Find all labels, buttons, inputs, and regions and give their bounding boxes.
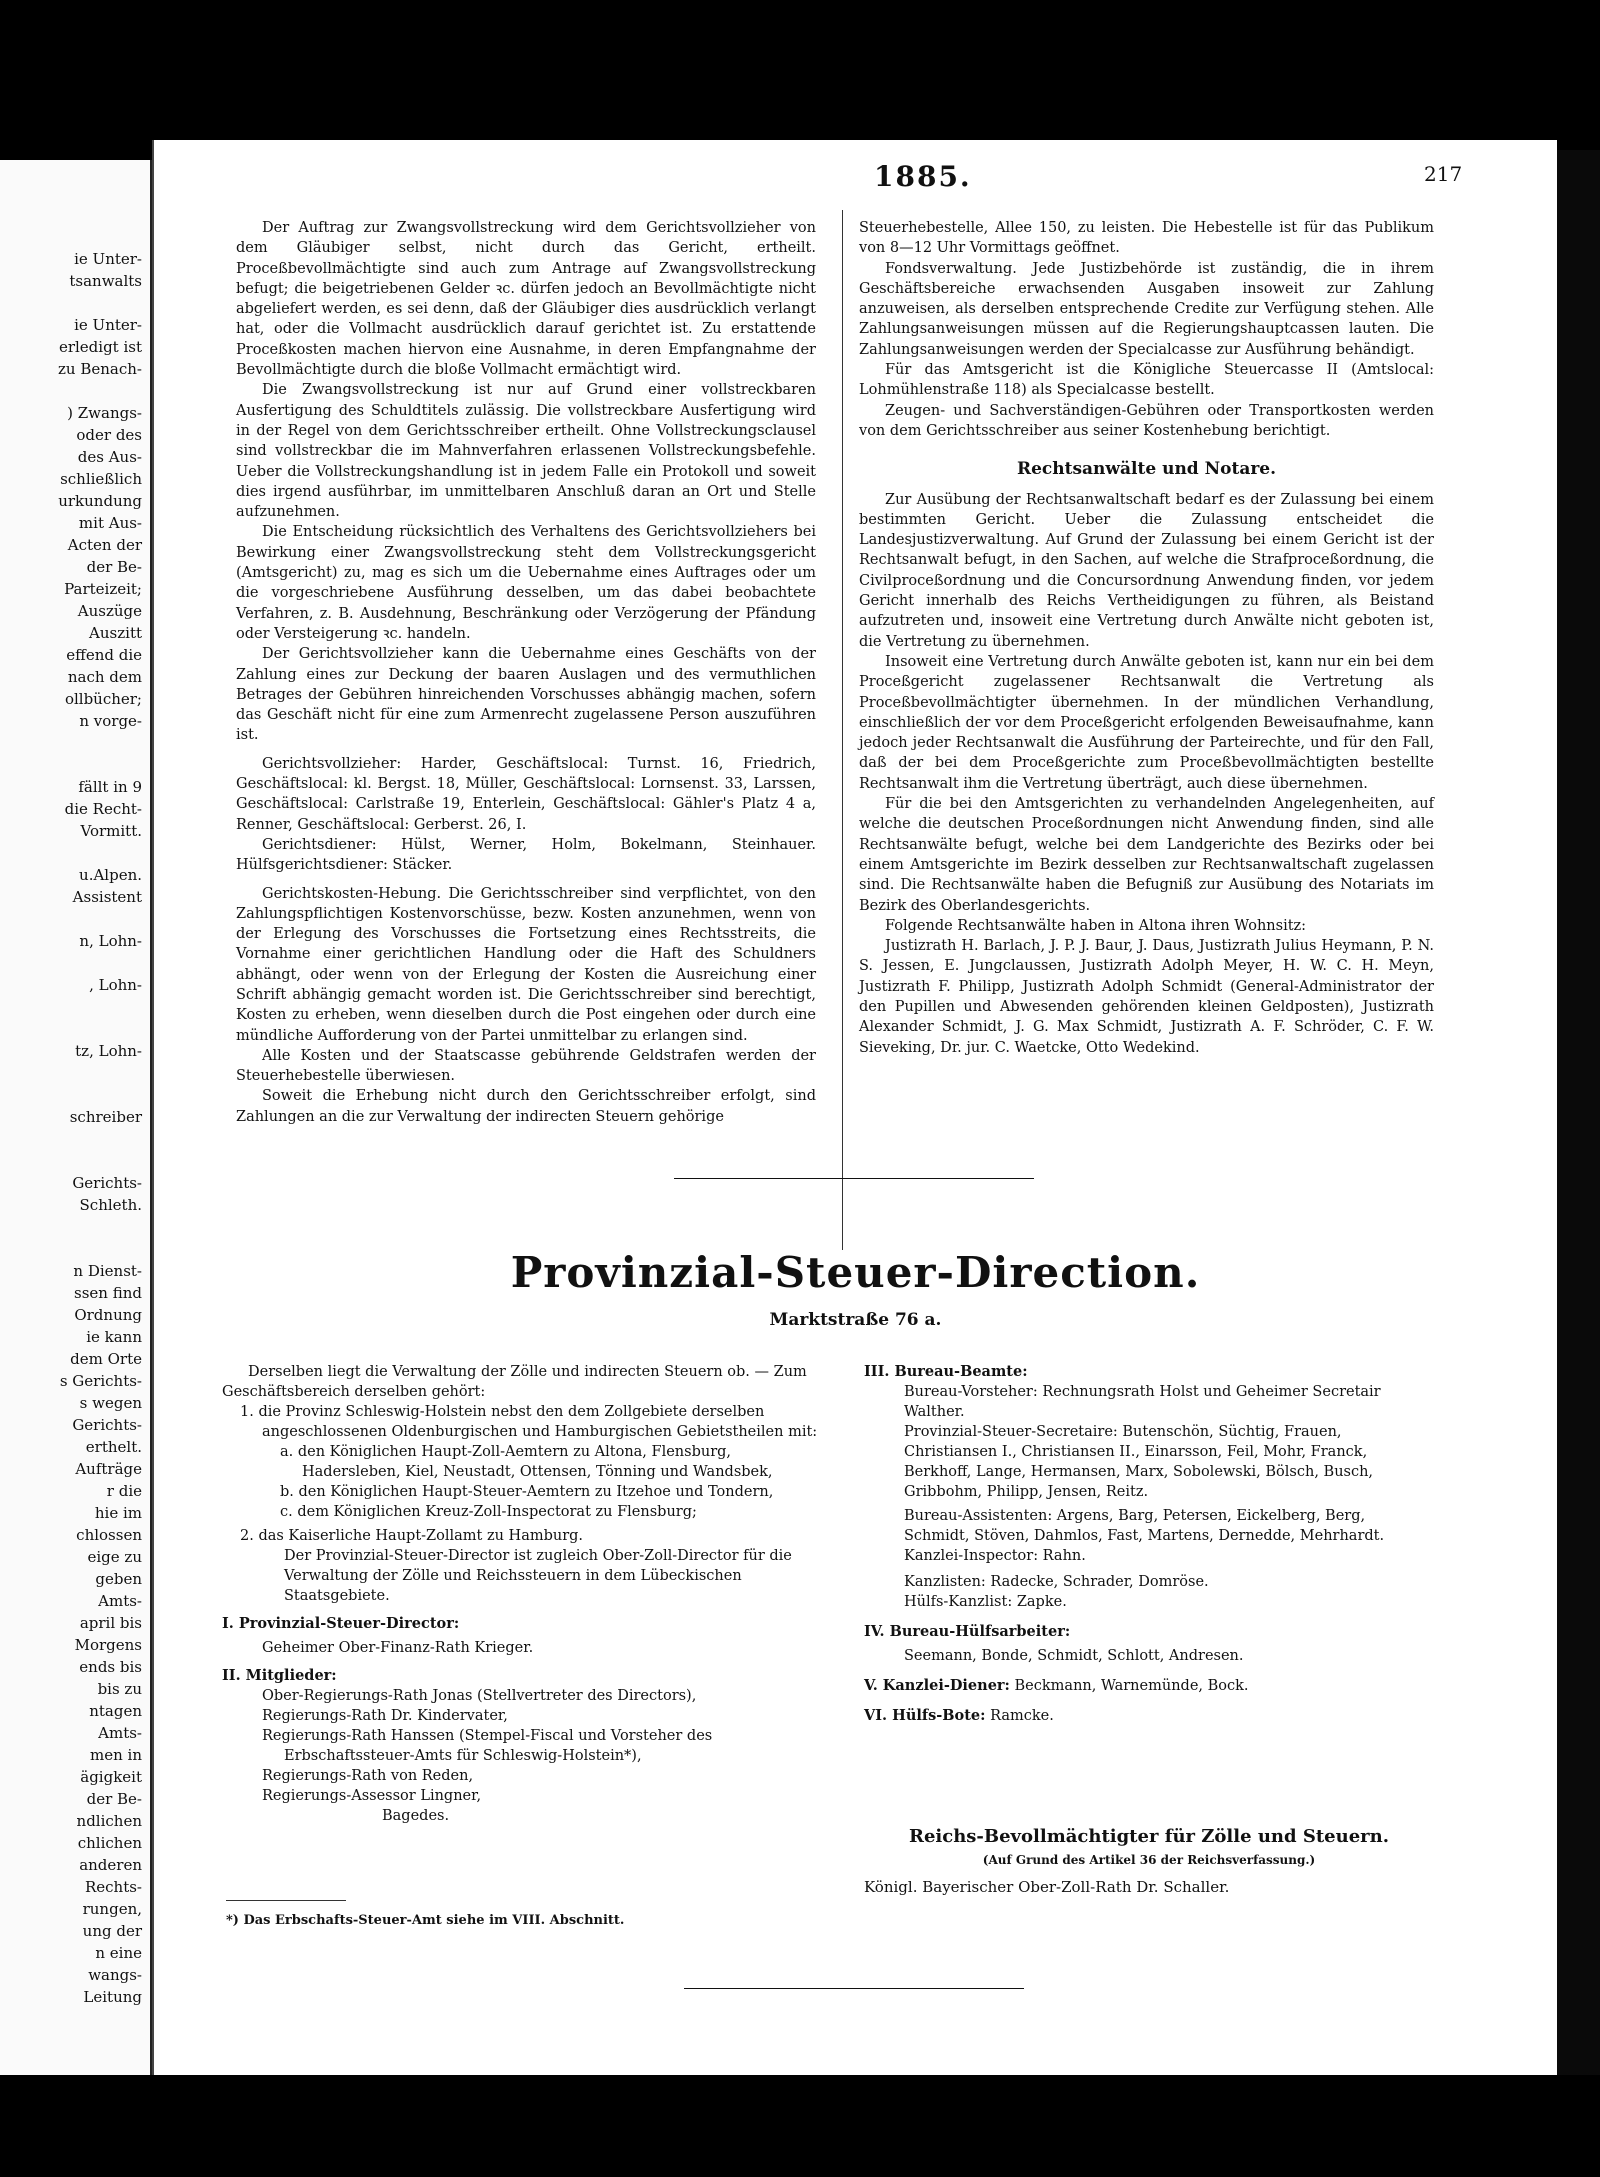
list-item: Hülfs-Kanzlist: Zapke. (904, 1594, 1067, 1610)
list-item: Beckmann, Warnemünde, Bock. (1014, 1678, 1249, 1694)
left-page-text-fragment: chlossen (76, 1526, 142, 1544)
left-page-text-fragment: des Aus- (77, 448, 142, 466)
paragraph: Der Provinzial-Steuer-Director ist zugleich Ober-Zoll-Director für die Verwaltung der Zölle und Reichssteuern in dem Lübeckischen Staatsgebiete. (284, 1548, 792, 1604)
scan-border-top (0, 0, 1600, 160)
left-page-text-fragment: ie Unter- (74, 316, 142, 334)
list-item: Regierungs-Assessor Lingner, (262, 1788, 482, 1804)
left-page-text-fragment: dem Orte (70, 1350, 142, 1368)
left-page-text-fragment: s Gerichts- (59, 1372, 142, 1390)
list-item: Ramcke. (990, 1708, 1054, 1724)
directorate-right (864, 1362, 1434, 1726)
header-year: 1885. (874, 160, 972, 193)
list-item: Bureau-Assistenten: Argens, Barg, Petersen, Eickelberg, Berg, Schmidt, Stöven, Dahmlos, Fast, Martens, Dernedde, Mehrhardt. (904, 1508, 1385, 1544)
left-page-text-fragment: Auszüge (77, 602, 142, 620)
left-page-text-fragment: Leitung (83, 1988, 142, 2006)
left-page-text-fragment: ssen find (74, 1284, 142, 1302)
paragraph: Alle Kosten und der Staatscasse gebührende Geldstrafen werden der Steuerhebestelle überwiesen. (236, 1047, 816, 1085)
left-page-text-fragment: Ordnung (74, 1306, 142, 1324)
left-page-text-fragment: n, Lohn- (79, 932, 142, 950)
left-page-text-fragment: ntagen (89, 1702, 142, 1720)
paragraph: Die Entscheidung rücksichtlich des Verhaltens des Gerichtsvollziehers bei Bewirkung einer Zwangsvollstreckung steht dem Vollstreckungsgericht (Amtsgericht) zu, mag es sich um die Uebernahme eines Auftrages oder um die vorgeschriebene Ausführung desselben, um das dabei beobachtete Verfahren, z. B. Ausdehnung, Beschränkung oder Verzögerung der Pfändung oder Versteigerung ꝛc. handeln. (236, 524, 816, 642)
left-page-text-fragment: ie kann (86, 1328, 142, 1346)
left-page-text-fragment: ung der (82, 1922, 142, 1940)
list-item: Geheimer Ober-Finanz-Rath Krieger. (262, 1640, 534, 1656)
left-page-text-fragment: Schleth. (79, 1196, 142, 1214)
list-item: b. den Königlichen Haupt-Steuer-Aemtern zu Itzehoe und Tondern, (280, 1484, 774, 1500)
left-page-text-fragment: geben (95, 1570, 142, 1588)
left-page-text-fragment: s wegen (79, 1394, 142, 1412)
left-page-text-fragment: Amts- (98, 1724, 142, 1742)
left-page-text-fragment: bis zu (97, 1680, 142, 1698)
left-page-text-fragment: wangs- (88, 1966, 142, 1984)
paragraph: Derselben liegt die Verwaltung der Zölle und indirecten Steuern ob. — Zum Geschäftsbereich derselben gehört: (222, 1364, 807, 1400)
left-page-text-fragment: Vormitt. (80, 822, 142, 840)
page (152, 140, 1557, 2075)
right-column (859, 218, 1434, 1058)
paragraph: Insoweit eine Vertretung durch Anwälte geboten ist, kann nur ein bei dem Proceßgericht zugelassener Rechtsanwalt die Vertretung als Proceßbevollmächtigter übernehmen. In der mündlichen Verhandlung, einschließlich der vor dem Proceßgericht erfolgenden Beweisaufnahme, kann jedoch jeder Rechtsanwalt die Ausführung der Parteirechte, und für den Fall, daß der bei dem Proceßgerichte zum Proceßbevollmächtigten bestellte Rechtsanwalt ihm die Vertretung überträgt, auch diese übernehmen. (859, 653, 1434, 792)
left-page-text-fragment: die Recht- (64, 800, 142, 818)
left-page-text-fragment: anderen (79, 1856, 142, 1874)
list-item: Provinzial-Steuer-Secretaire: Butenschön, Süchtig, Frauen, Christiansen I., Christiansen II., Einarsson, Feil, Mohr, Franck, Berkhoff, Lange, Hermansen, Marx, Sobolewski, Bölsch, Busch, Gribbohm, Philipp, Jensen, Reitz. (904, 1424, 1374, 1500)
column-divider (842, 210, 843, 1250)
list-item: Bagedes. (382, 1808, 450, 1824)
left-page-text-fragment: r die (106, 1482, 142, 1500)
left-page-text-fragment: ie Unter- (74, 250, 142, 268)
left-page-text-fragment: der Be- (86, 1790, 142, 1808)
list-heading: V. Kanzlei-Diener: (864, 1677, 1010, 1694)
left-page-text-fragment: hie im (94, 1504, 142, 1522)
left-page-text-fragment: u.Alpen. (79, 866, 142, 884)
left-page-text-fragment: tsanwalts (69, 272, 142, 290)
left-page-text-fragment: effend die (66, 646, 142, 664)
list-item: Seemann, Bonde, Schmidt, Schlott, Andresen. (904, 1648, 1244, 1664)
left-page-text-fragment: Aufträge (75, 1460, 142, 1478)
paragraph: Zeugen- und Sachverständigen-Gebühren oder Transportkosten werden von dem Gerichtsschreiber aus seiner Kostenhebung berichtigt. (859, 402, 1434, 439)
paragraph: Fondsverwaltung. Jede Justizbehörde ist zuständig, die in ihrem Geschäftsbereiche erwachsenden Ausgaben insoweit zur Zahlung anzuweisen, als derselben entsprechende Credite zur Verfügung stehen. Alle Zahlungsanweisungen müssen auf die Regierungshauptcassen lauten. Die Zahlungsanweisungen werden der Specialcasse zur Ausführung behändigt. (859, 260, 1434, 358)
left-page-text-fragment: mit Aus- (78, 514, 142, 532)
left-page-text-fragment: ends bis (79, 1658, 142, 1676)
left-page-fragment (0, 160, 153, 2075)
page-number: 217 (1424, 162, 1463, 186)
left-page-text-fragment: schreiber (69, 1108, 142, 1126)
left-page-text-fragment: chlichen (77, 1834, 142, 1852)
paragraph: Gerichtsvollzieher: Harder, Geschäftslocal: Turnst. 16, Friedrich, Geschäftslocal: kl. Bergst. 18, Müller, Geschäftslocal: Lornsenst. 33, Larssen, Geschäftslocal: Carlstraße 19, Enterlein, Geschäftslocal: Gähler's Platz 4 a, Renner, Geschäftslocal: Gerberst. 26, I. (236, 755, 816, 833)
paragraph: Soweit die Erhebung nicht durch den Gerichtsschreiber erfolgt, sind Zahlungen an die zur Verwaltung der indirecten Steuern gehörige (236, 1088, 816, 1125)
paragraph: Der Gerichtsvollzieher kann die Uebernahme eines Geschäfts von der Zahlung eines zur Deckung der baaren Auslagen und des vermuthlichen Betrages der Gebühren hinreichenden Vorschusses abhängig machen, sofern das Geschäft nicht für eine zum Armenrecht zugelassene Person auszuführen ist. (236, 646, 816, 744)
reich-entry: Königl. Bayerischer Ober-Zoll-Rath Dr. Schaller. (864, 1878, 1230, 1896)
divider-rule (674, 1178, 1034, 1179)
reich-subheading: (Auf Grund des Artikel 36 der Reichsverfassung.) (982, 1853, 1316, 1867)
left-page-text-fragment: Assistent (72, 888, 142, 906)
paragraph: Justizrath H. Barlach, J. P. J. Baur, J. Daus, Justizrath Julius Heymann, P. N. S. Jessen, E. Jungclaussen, Justizrath Adolph Meyer, H. W. C. H. Meyn, Justizrath F. Philipp, Justizrath Adolph Schmidt (General-Administrator der den Pupillen und Abwesenden gehörenden kleinen Geldposten), Justizrath Alexander Schmidt, J. G. Max Schmidt, Justizrath A. F. Schröder, C. F. W. Sieveking, Dr. jur. C. Waetcke, Otto Wedekind. (859, 938, 1434, 1056)
paragraph: Zur Ausübung der Rechtsanwaltschaft bedarf es der Zulassung bei einem bestimmten Gericht. Ueber die Zulassung entscheidet die Landesjustizverwaltung. Auf Grund der Zulassung bei einem Gericht ist der Rechtsanwalt befugt, in den Sachen, auf welche die Strafproceßordnung, die Civilproceßordnung und die Concursordnung Anwendung finden, vor jedem Gericht innerhalb des Reichs Vertheidigungen zu führen, als Beistand aufzutreten und, insoweit eine Vertretung durch Anwälte nicht geboten ist, die Vertretung zu übernehmen. (859, 491, 1434, 650)
left-page-text-fragment: , Lohn- (89, 976, 142, 994)
paragraph: Gerichtskosten-Hebung. Die Gerichtsschreiber sind verpflichtet, von den Zahlungspflichtigen Kostenvorschüsse, bezw. Kosten anzunehmen, wenn von der Erlegung des Vorschusses die Fortsetzung eines Rechtsstreits, die Vornahme einer gerichtlichen Handlung oder die Haft des Schuldners abhängt, oder wenn von der Erlegung der Kosten die Ausreichung einer Schrift abhängig gemacht worden ist. Die Gerichtsschreiber sind berechtigt, Kosten zu erheben, wenn dieselben durch die Post eingehen oder durch eine mündliche Aufforderung von der Partei unmittelbar zu erlangen sind. (236, 885, 816, 1044)
left-page-text-fragment: oder des (76, 426, 142, 444)
list-item: Regierungs-Rath von Reden, (262, 1768, 474, 1784)
list-item: c. dem Königlichen Kreuz-Zoll-Inspectorat zu Flensburg; (280, 1504, 697, 1520)
scan-border-bottom (0, 2075, 1600, 2177)
list-item: Regierungs-Rath Hanssen (Stempel-Fiscal und Vorsteher des (262, 1728, 713, 1744)
list-heading: IV. Bureau-Hülfsarbeiter: (864, 1623, 1071, 1640)
directorate-left (222, 1362, 832, 1826)
left-page-text-fragment: erthelt. (85, 1438, 142, 1456)
left-page-text-fragment: men in (90, 1746, 142, 1764)
left-page-text-fragment: ndlichen (76, 1812, 142, 1830)
left-page-text-fragment: Gerichts- (72, 1416, 142, 1434)
left-page-text-fragment: Parteizeit; (64, 580, 142, 598)
list-item: a. den Königlichen Haupt-Zoll-Aemtern zu Altona, Flensburg, Hadersleben, Kiel, Neustadt, Ottensen, Tönning und Wandsbek, (280, 1444, 773, 1480)
left-page-text-fragment: urkundung (58, 492, 142, 510)
left-page-text-fragment: eige zu (87, 1548, 142, 1566)
left-column (236, 218, 816, 1127)
paragraph: Folgende Rechtsanwälte haben in Altona ihren Wohnsitz: (885, 917, 1307, 934)
section-title: Provinzial-Steuer-Direction. (510, 1248, 1201, 1297)
section-heading: Rechtsanwälte und Notare. (1016, 459, 1277, 480)
list-item: Bureau-Vorsteher: Rechnungsrath Holst und Geheimer Secretair Walther. (904, 1384, 1381, 1420)
section-address: Marktstraße 76 a. (769, 1310, 942, 1330)
left-page-text-fragment: zu Benach- (58, 360, 142, 378)
left-page-text-fragment: schließlich (60, 470, 142, 488)
paragraph: Die Zwangsvollstreckung ist nur auf Grund einer vollstreckbaren Ausfertigung des Schuldtitels zulässig. Die vollstreckbare Ausfertigung wird in der Regel von dem Gerichtsschreiber ertheilt. Ohne Vollstreckungsclausel sind vollstreckbar die im Mahnverfahren erlassenen Vollstreckungsbefehle. Ueber die Vollstreckungshandlung ist in jedem Falle ein Protokoll und soweit dies irgend ausführbar, im unmittelbaren Anschluß daran an Ort und Stelle aufzunehmen. (236, 382, 816, 521)
left-page-text-fragment: Auszitt (89, 624, 142, 642)
footnote-rule (226, 1900, 346, 1901)
paragraph: Gerichtsdiener: Hülst, Werner, Holm, Bokelmann, Steinhauer. Hülfsgerichtsdiener: Stäcker. (236, 836, 816, 874)
left-page-text-fragment: ) Zwangs- (67, 404, 142, 422)
paragraph: Für die bei den Amtsgerichten zu verhandelnden Angelegenheiten, auf welche die deutschen Proceßordnungen nicht Anwendung finden, sind alle Rechtsanwälte befugt, welche bei dem Landgerichte des Bezirks oder bei einem Amtsgerichte im Bezirk desselben zur Rechtsanwaltschaft zugelassen sind. Die Rechtsanwälte haben die Befugniß zur Ausübung des Notariats im Bezirk des Oberlandesgerichts. (859, 796, 1434, 914)
paragraph: Für das Amtsgericht ist die Königliche Steuercasse II (Amtslocal: Lohmühlenstraße 118) als Specialcasse bestellt. (859, 362, 1434, 399)
paragraph: Steuerhebestelle, Allee 150, zu leisten. Die Hebestelle ist für das Publikum von 8—12 Uhr Vormittags geöffnet. (859, 220, 1434, 257)
left-page-text-fragment: tz, Lohn- (75, 1042, 142, 1060)
left-page-text-fragment: ollbücher; (64, 690, 142, 708)
list-item: Ober-Regierungs-Rath Jonas (Stellvertreter des Directors), (262, 1688, 697, 1704)
left-page-text-fragment: rungen, (82, 1900, 142, 1918)
list-heading: II. Mitglieder: (222, 1667, 337, 1684)
left-page-text-fragment: n vorge- (79, 712, 142, 730)
left-page-text-fragment: ägigkeit (80, 1768, 142, 1786)
list-heading: I. Provinzial-Steuer-Director: (222, 1615, 460, 1632)
divider-rule (684, 1988, 1024, 1989)
list-item: 2. das Kaiserliche Haupt-Zollamt zu Hamburg. (240, 1528, 584, 1544)
left-page-text-fragment: Amts- (98, 1592, 142, 1610)
left-page-text-fragment: april bis (79, 1614, 142, 1632)
left-page-text-fragment: Rechts- (84, 1878, 142, 1896)
list-heading: III. Bureau-Beamte: (864, 1363, 1028, 1380)
left-page-text-fragment: fällt in 9 (78, 778, 142, 796)
list-item: Kanzlei-Inspector: Rahn. (904, 1548, 1086, 1564)
list-item: 1. die Provinz Schleswig-Holstein nebst den dem Zollgebiete derselben angeschlossenen Oldenburgischen und Hamburgischen Gebietstheilen mit: (240, 1404, 818, 1440)
left-page-text-fragment: Morgens (74, 1636, 142, 1654)
scan-border-right (1555, 150, 1600, 2080)
footnote: *) Das Erbschafts-Steuer-Amt siehe im VIII. Abschnitt. (226, 1913, 625, 1928)
list-item: Regierungs-Rath Dr. Kindervater, (262, 1708, 508, 1724)
paragraph: Der Auftrag zur Zwangsvollstreckung wird dem Gerichtsvollzieher von dem Gläubiger selbst, nicht durch das Gericht, ertheilt. Proceßbevollmächtigte sind auch zum Antrage auf Zwangsvollstreckung befugt; die beigetriebenen Gelder ꝛc. dürfen jedoch an Bevollmächtigte nicht abgeliefert werden, es sei denn, daß der Gläubiger dies ausdrücklich verlangt hat, oder die Vollmacht ausdrücklich darauf gerichtet ist. Zu erstattende Proceßkosten machen hiervon eine Ausnahme, in deren Empfangnahme der Bevollmächtigte durch die bloße Vollmacht ermächtigt wird. (236, 220, 816, 379)
left-page-text-fragment: der Be- (86, 558, 142, 576)
reich-heading: Reichs-Bevollmächtigter für Zölle und Steuern. (908, 1826, 1389, 1847)
left-page-text-fragment: erledigt ist (58, 338, 142, 356)
list-item: Erbschaftssteuer-Amts für Schleswig-Holstein*), (284, 1748, 642, 1764)
list-heading: VI. Hülfs-Bote: (864, 1707, 986, 1724)
left-page-text-fragment: Acten der (67, 536, 142, 554)
list-item: Kanzlisten: Radecke, Schrader, Domröse. (904, 1574, 1209, 1590)
left-page-text-fragment: nach dem (67, 668, 142, 686)
left-page-text-fragment: n eine (95, 1944, 142, 1962)
left-page-text-fragment: Gerichts- (72, 1174, 142, 1192)
left-page-text-fragment: n Dienst- (73, 1262, 142, 1280)
